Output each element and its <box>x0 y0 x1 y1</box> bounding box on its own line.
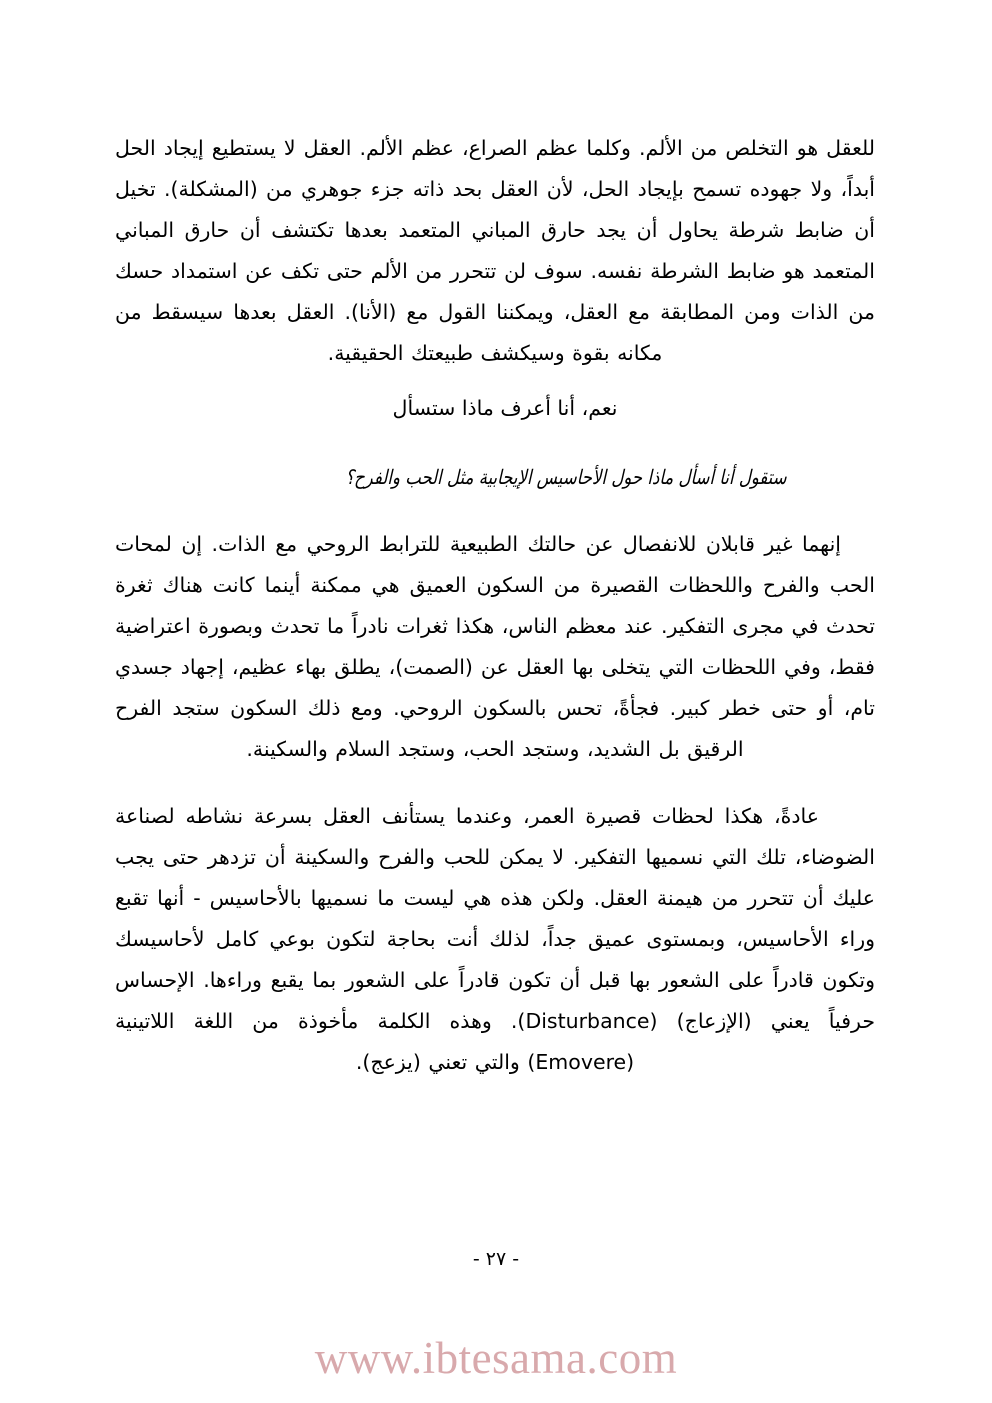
body-paragraph-1: للعقل هو التخلص من الألم. وكلما عظم الصراع، عظم الألم. العقل لا يستطيع إيجاد الحل أبداً، ولا جهوده تسمح بإيجاد الحل، لأن العقل بحد ذاته جزء جوهري من (المشكلة). تخيل أن ضابط شرطة يحاول أن يجد حارق المباني المتعمد بعدها تكتشف أن حارق المباني المتعمد هو ضابط الشرطة نفسه. سوف لن تتحرر من الألم حتى تكف عن استمداد حسك من الذات ومن المطابقة مع العقل، ويمكننا القول مع (الأنا). العقل بعدها سيسقط من مكانه بقوة وسيكشف طبيعتك الحقيقية. <box>115 136 875 365</box>
site-watermark: www.ibtesama.com <box>314 1333 678 1383</box>
page-content <box>115 128 875 1083</box>
body-paragraph-2: إنهما غير قابلان للانفصال عن حالتك الطبيعية للترابط الروحي مع الذات. إن لمحات الحب والفرح واللحظات القصيرة من السكون العميق هي ممكنة أينما كانت هناك ثغرة تحدث في مجرى التفكير. عند معظم الناس، هكذا ثغرات نادراً ما تحدث وبصورة اعتراضية فقط، وفي اللحظات التي يتخلى بها العقل عن (الصمت)، يطلق بهاء عظيم، إجهاد جسدي تام، أو حتى خطر كبير. فجأةً، تحس بالسكون الروحي. ومع ذلك السكون ستجد الفرح الرقيق بل الشديد، وستجد الحب، وستجد السلام والسكينة. <box>115 532 875 761</box>
question-spacer <box>115 429 875 457</box>
dialogue-reply-line: نعم، أنا أعرف ماذا ستسأل <box>392 396 618 420</box>
dialogue-question-line: ستقول أنا أسأل ماذا حول الأحاسيس الإيجابية مثل الحب والفرح؟ <box>345 465 787 489</box>
paragraph-spacer <box>115 374 875 388</box>
page-number: - ٢٧ - <box>472 1248 520 1270</box>
body-paragraph-3: عادةً، هكذا لحظات قصيرة العمر، وعندما يستأنف العقل بسرعة نشاطه لصناعة الضوضاء، تلك التي نسميها التفكير. لا يمكن للحب والفرح والسكينة أن تزدهر حتى يجب عليك أن تتحرر من هيمنة العقل. ولكن هذه هي ليست ما نسميها بالأحاسيس - أنها تقبع وراء الأحاسيس، وبمستوى عميق جداً، لذلك أنت بحاجة لتكون بوعي كامل لأحاسيسك وتكون قادراً على الشعور بها قبل أن تكون قادراً على الشعور بما يقبع وراءها. الإحساس حرفياً يعني (الإزعاج) (Disturbance). وهذه الكلمة مأخوذة من اللغة اللاتينية (Emovere) والتي تعني (يزعج). <box>115 804 876 1074</box>
